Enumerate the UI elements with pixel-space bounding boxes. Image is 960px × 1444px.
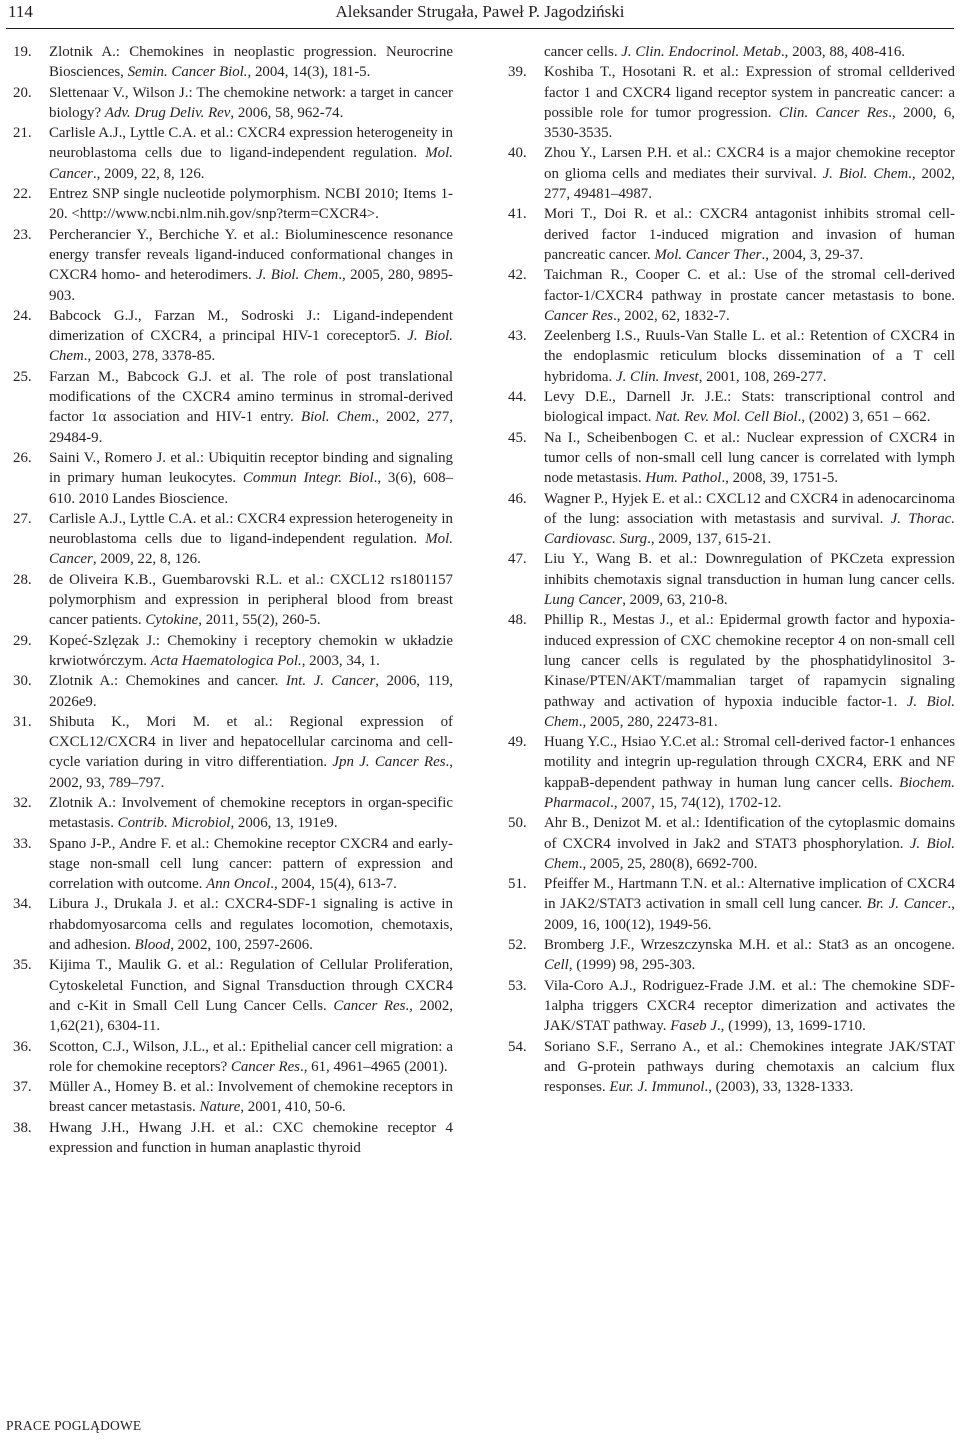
reference-journal: Cancer Res bbox=[333, 997, 406, 1014]
reference-journal: Mol. Cancer Ther bbox=[654, 246, 762, 263]
reference-text: Scotton, C.J., Wilson, J.L., et al.: Epithelial cancer cell migration: a role for chemokine receptors? bbox=[49, 1038, 453, 1075]
reference-entry bbox=[13, 671, 453, 712]
reference-text: Mori T., Doi R. et al.: CXCR4 antagonist inhibits stromal cell-derived factor 1-induced migration and invasion of human pancreatic cancer. bbox=[544, 206, 955, 263]
reference-journal: Biol. Chem bbox=[300, 409, 372, 426]
reference-text: Carlisle A.J., Lyttle C.A. et al.: CXCR4 expression heterogeneity in neuroblastoma cells due to ligand-independent regulation. bbox=[49, 510, 453, 548]
reference-journal: Nat. Rev. Mol. Cell Biol bbox=[655, 409, 798, 426]
reference-entry bbox=[508, 62, 955, 143]
reference-text: Bromberg J.F., Wrzeszczynska M.H. et al.: Stat3 as an oncogene. bbox=[544, 937, 955, 954]
reference-text: ., 2007, 15, 74(12), 1702-12. bbox=[610, 794, 782, 811]
reference-number: 36. bbox=[13, 1038, 32, 1055]
reference-entry bbox=[13, 631, 453, 672]
reference-text: Kopeć-Szlęzak J.: Chemokiny i receptory chemokin w układzie krwiotwórczym. bbox=[49, 632, 453, 669]
reference-text: ., 2002, 62, 1832-7. bbox=[613, 307, 730, 324]
reference-text: ., 2005, 280, 22473-81. bbox=[578, 713, 718, 730]
reference-number: 45. bbox=[508, 429, 527, 446]
reference-journal: J. Clin. Endocrinol. Metab bbox=[621, 44, 781, 60]
reference-journal: Commun Integr. Biol bbox=[242, 470, 374, 487]
reference-entry bbox=[13, 1077, 453, 1118]
reference-number: 20. bbox=[13, 84, 32, 101]
reference-number: 31. bbox=[13, 713, 32, 730]
reference-text: Taichman R., Cooper C. et al.: Use of the stromal cell-derived factor-1/CXCR4 pathway in prostate cancer metastasis to bone. bbox=[544, 267, 955, 304]
reference-journal: Contrib. Microbiol bbox=[117, 815, 231, 832]
reference-entry bbox=[13, 83, 453, 124]
reference-journal: J. Thorac. Cardiovasc. Surg bbox=[544, 510, 955, 548]
reference-text: ., 2004, 3, 29-37. bbox=[761, 246, 864, 263]
reference-text: Kijima T., Maulik G. et al.: Regulation of Cellular Proliferation, Cytoskeletal Function, and Signal Transduction through CXCR4 and c-Kit in Small Cell Lung Cancer Cells. bbox=[49, 957, 453, 1014]
reference-entry bbox=[508, 874, 955, 935]
reference-number: 46. bbox=[508, 490, 527, 507]
reference-text: Entrez SNP single nucleotide polymorphism. NCBI 2010; Items 1-20. <http://www.ncbi.nlm.nih.gov/snp?term=CXCR4>. bbox=[49, 186, 453, 223]
left-reference-column bbox=[13, 42, 453, 1158]
reference-text: , 2006, 58, 962-74. bbox=[230, 104, 344, 121]
reference-number: 50. bbox=[508, 815, 527, 832]
reference-entry bbox=[13, 1118, 453, 1159]
reference-text: , 2004, 14(3), 181-5. bbox=[247, 64, 371, 81]
reference-text: ., 2002, 1,62(21), 6304-11. bbox=[49, 997, 454, 1035]
reference-text: , 2003, 34, 1. bbox=[301, 652, 380, 669]
reference-text: ., 2004, 15(4), 613-7. bbox=[270, 876, 397, 893]
reference-entry bbox=[508, 204, 955, 265]
reference-number: 26. bbox=[13, 449, 32, 466]
reference-text: Slettenaar V., Wilson J.: The chemokine network: a target in cancer biology? bbox=[49, 84, 453, 121]
reference-entry bbox=[508, 549, 955, 610]
reference-number: 24. bbox=[13, 307, 32, 324]
reference-text: Soriano S.F., Serrano A., et al.: Chemokines integrate JAK/STAT and G-protein pathways during chemotaxis an calcium flux responses. bbox=[544, 1038, 955, 1096]
reference-entry bbox=[13, 42, 453, 83]
reference-number: 41. bbox=[508, 206, 527, 223]
reference-text: Hwang J.H., Hwang J.H. et al.: CXC chemokine receptor 4 expression and function in human anaplastic thyroid bbox=[49, 1119, 453, 1157]
reference-text: Phillip R., Mestas J., et al.: Epidermal growth factor and hypoxia-induced expression of CXC chemokine receptor 4 on non-small cell lung cancer cells is regulated by the phosphatidylinositol 3-Kinase/PTEN/AKT/mammalian target of rapamycin signaling pathway and activation of hypoxia inducible factor-1. bbox=[544, 612, 955, 710]
reference-number: 22. bbox=[13, 186, 32, 203]
reference-number: 42. bbox=[508, 267, 527, 284]
reference-text: ., 2008, 39, 1751-5. bbox=[721, 470, 839, 487]
reference-number: 43. bbox=[508, 328, 527, 345]
reference-text: , 2009, 22, 8, 126. bbox=[92, 551, 201, 568]
reference-journal: J. Biol. Chem bbox=[256, 267, 339, 284]
reference-entry bbox=[13, 509, 453, 570]
reference-text: ., 2009, 137, 615-21. bbox=[647, 531, 772, 548]
reference-text: Wagner P., Hyjek E. et al.: CXCL12 and CXCR4 in adenocarcinoma of the lung: association with metastasis and survival. bbox=[544, 490, 955, 527]
reference-text: ., (2002) 3, 651 – 662. bbox=[797, 409, 931, 426]
reference-text: Vila-Coro A.J., Rodriguez-Frade J.M. et al.: The chemokine SDF-1alpha triggers CXCR4 receptor dimerization and activates the JAK/STAT pathway. bbox=[544, 977, 955, 1035]
reference-number: 39. bbox=[508, 64, 527, 81]
reference-text: , 2002, 100, 2597-2606. bbox=[170, 937, 313, 954]
reference-text: ., 2000, 6, 3530-3535. bbox=[544, 104, 956, 142]
reference-text: Saini V., Romero J. et al.: Ubiquitin receptor binding and signaling in primary human leukocytes. bbox=[49, 449, 453, 487]
reference-text: Zeelenberg I.S., Ruuls-Van Stalle L. et al.: Retention of CXCR4 in the endoplasmic reticulum blocks dissemination of a T cell hybridoma. bbox=[544, 328, 955, 385]
reference-entry bbox=[508, 42, 955, 62]
reference-text: Babcock G.J., Farzan M., Sodroski J.: Ligand-independent dimerization of CXCR4, a principal HIV-1 coreceptor5. bbox=[49, 307, 453, 345]
reference-journal: Hum. Pathol bbox=[645, 470, 722, 487]
reference-text: Huang Y.C., Hsiao Y.C.et al.: Stromal cell-derived factor-1 enhances motility and integrin up-regulation through CXCR4, ERK and NF kappaB-dependent pathway in human lung cancer cells. bbox=[544, 734, 955, 791]
reference-journal: Mol. Cancer bbox=[49, 531, 453, 568]
reference-text: Pfeiffer M., Hartmann T.N. et al.: Alternative implication of CXCR4 in JAK2/STAT3 activation in small cell lung cancer. bbox=[544, 876, 955, 913]
reference-journal: Blood bbox=[134, 937, 171, 954]
reference-text: Carlisle A.J., Lyttle C.A. et al.: CXCR4 expression heterogeneity in neuroblastoma cells due to ligand-independent regulation. bbox=[49, 125, 453, 162]
reference-journal: Semin. Cancer Biol. bbox=[127, 64, 248, 81]
reference-entry bbox=[13, 448, 453, 509]
reference-text: Koshiba T., Hosotani R. et al.: Expression of stromal cellderived factor 1 and CXCR4 ligand receptor system in pancreatic cancer: a possible role for tumor progression. bbox=[544, 64, 955, 121]
reference-text: Zhou Y., Larsen P.H. et al.: CXCR4 is a major chemokine receptor on glioma cells and mediates their survival. bbox=[544, 145, 955, 182]
reference-number: 23. bbox=[13, 226, 32, 243]
reference-text: ., 2005, 25, 280(8), 6692-700. bbox=[578, 855, 758, 872]
reference-journal: Acta Haematologica Pol. bbox=[150, 652, 302, 669]
running-head-authors: Aleksander Strugała, Paweł P. Jagodziński bbox=[335, 2, 625, 21]
reference-text: Shibuta K., Mori M. et al.: Regional expression of CXCL12/CXCR4 in liver and hepatocellular carcinoma and cell-cycle variation during in vitro differentiation. bbox=[49, 713, 453, 771]
reference-entry bbox=[13, 1037, 453, 1078]
reference-journal: J. Biol. Chem bbox=[822, 165, 909, 182]
page-number: 114 bbox=[8, 2, 33, 21]
reference-number: 21. bbox=[13, 125, 32, 142]
right-reference-column bbox=[508, 42, 955, 1097]
reference-number: 38. bbox=[13, 1119, 32, 1136]
reference-text: ., 2009, 16, 100(12), 1949-56. bbox=[544, 896, 955, 933]
reference-entry bbox=[13, 184, 453, 225]
reference-number: 32. bbox=[13, 794, 32, 811]
reference-entry bbox=[508, 1037, 955, 1098]
reference-number: 51. bbox=[508, 876, 527, 893]
reference-text: Ahr B., Denizot M. et al.: Identification of the cytoplasmic domains of CXCR4 involved in Jak2 and STAT3 phosphorylation. bbox=[544, 815, 955, 852]
reference-entry bbox=[508, 976, 955, 1037]
reference-text: ., (1999), 13, 1699-1710. bbox=[716, 1018, 866, 1035]
reference-number: 53. bbox=[508, 977, 527, 994]
reference-journal: Int. J. Cancer bbox=[285, 673, 376, 690]
reference-text: , 2006, 13, 191e9. bbox=[230, 815, 338, 832]
reference-number: 25. bbox=[13, 368, 32, 385]
reference-text: , 2001, 410, 50-6. bbox=[240, 1099, 346, 1116]
reference-entry bbox=[508, 326, 955, 387]
reference-entry bbox=[13, 123, 453, 184]
reference-text: Müller A., Homey B. et al.: Involvement of chemokine receptors in breast cancer metastasis. bbox=[49, 1079, 453, 1116]
reference-text: ., 61, 4961–4965 (2001). bbox=[299, 1058, 448, 1075]
reference-text: Percherancier Y., Berchiche Y. et al.: Bioluminescence resonance energy transfer reveals ligand-induced conformational changes in CXCR4 homo- and heterodimers. bbox=[49, 226, 453, 284]
reference-text: Liu Y., Wang B. et al.: Downregulation of PKCzeta expression inhibits chemotaxis signal transduction in human lung cancer cells. bbox=[544, 551, 955, 588]
reference-entry bbox=[13, 793, 453, 834]
reference-journal: J. Biol. Chem bbox=[49, 328, 454, 365]
reference-journal: Clin. Cancer Res bbox=[778, 104, 889, 121]
reference-number: 49. bbox=[508, 734, 527, 751]
reference-entry bbox=[508, 428, 955, 489]
reference-entry bbox=[508, 265, 955, 326]
reference-text: ., 3(6), 608–610. 2010 Landes Bioscience. bbox=[49, 470, 453, 507]
reference-journal: Nature bbox=[199, 1099, 241, 1116]
reference-entry bbox=[13, 894, 453, 955]
reference-entry bbox=[13, 570, 453, 631]
reference-text: Na I., Scheibenbogen C. et al.: Nuclear expression of CXCR4 in tumor cells of non-small cell lung cancer is correlated with lymph node metastasis. bbox=[544, 429, 955, 487]
reference-entry bbox=[13, 955, 453, 1036]
reference-entry bbox=[508, 935, 955, 976]
header-rule bbox=[6, 28, 954, 29]
reference-text: , 2011, 55(2), 260-5. bbox=[198, 612, 321, 629]
reference-entry bbox=[508, 143, 955, 204]
reference-text: , 2001, 108, 269-277. bbox=[698, 368, 827, 385]
reference-number: 52. bbox=[508, 937, 527, 954]
reference-text: Zlotnik A.: Chemokines in neoplastic progression. Neurocrine Biosciences, bbox=[49, 44, 453, 81]
reference-text: Levy D.E., Darnell Jr. J.E.: Stats: transcriptional control and biological impact. bbox=[544, 389, 955, 426]
reference-text: ., 2005, 280, 9895-903. bbox=[49, 267, 453, 304]
reference-text: Zlotnik A.: Chemokines and cancer. bbox=[49, 673, 286, 690]
reference-journal: Cell bbox=[544, 957, 569, 974]
reference-text: ., 2003, 278, 3378-85. bbox=[83, 348, 216, 365]
reference-number: 44. bbox=[508, 389, 527, 406]
reference-journal: J. Biol. Chem bbox=[544, 693, 955, 730]
reference-text: de Oliveira K.B., Guembarovski R.L. et al.: CXCL12 rs1801157 polymorphism and expression in peripheral blood from breast cancer patients. bbox=[49, 571, 453, 629]
reference-journal: Eur. J. Immunol bbox=[609, 1079, 705, 1096]
footer-section-label: PRACE POGLĄDOWE bbox=[6, 1418, 142, 1433]
reference-number: 30. bbox=[13, 673, 32, 690]
reference-journal: Ann Oncol bbox=[206, 876, 271, 893]
reference-text: Libura J., Drukala J. et al.: CXCR4-SDF-1 signaling is active in rhabdomyosarcoma cells and regulates locomotion, chemotaxis, and adhesion. bbox=[49, 896, 453, 954]
reference-journal: Jpn J. Cancer Res bbox=[332, 754, 446, 771]
reference-journal: Lung Cancer bbox=[544, 592, 623, 609]
reference-journal: Br. J. Cancer bbox=[866, 896, 948, 913]
reference-text: ., (2003), 33, 1328-1333. bbox=[704, 1079, 854, 1096]
reference-entry bbox=[508, 489, 955, 550]
reference-number: 28. bbox=[13, 571, 32, 588]
reference-number: 47. bbox=[508, 551, 527, 568]
reference-number: 37. bbox=[13, 1079, 32, 1096]
reference-text: ., 2002, 277, 49481–4987. bbox=[544, 165, 955, 203]
reference-journal: J. Biol. Chem bbox=[544, 835, 956, 872]
reference-entry bbox=[508, 610, 955, 732]
reference-text: , (1999) 98, 295-303. bbox=[568, 957, 696, 974]
reference-number: 27. bbox=[13, 510, 32, 527]
reference-text: Spano J-P., Andre F. et al.: Chemokine receptor CXCR4 and early-stage non-small cell lung cancer: pattern of expression and correlation with outcome. bbox=[49, 835, 453, 893]
reference-journal: J. Clin. Invest bbox=[615, 368, 699, 385]
reference-entry bbox=[13, 712, 453, 793]
reference-text: Farzan M., Babcock G.J. et al. The role of post translational modifications of the CXCR4 amino terminus in stromal-derived factor 1α association and HIV-1 entry. bbox=[49, 368, 453, 426]
reference-journal: Biochem. Pharmacol bbox=[544, 774, 955, 811]
reference-journal: Mol. Cancer bbox=[49, 145, 453, 182]
reference-number: 33. bbox=[13, 835, 32, 852]
reference-number: 35. bbox=[13, 957, 32, 974]
reference-journal: Adv. Drug Deliv. Rev bbox=[104, 104, 231, 121]
reference-text: , 2006, 119, 2026e9. bbox=[49, 673, 453, 710]
reference-number: 40. bbox=[508, 145, 527, 162]
reference-entry bbox=[13, 367, 453, 448]
reference-journal: Cancer Res bbox=[230, 1058, 300, 1075]
reference-entry bbox=[13, 225, 453, 306]
reference-entry bbox=[508, 813, 955, 874]
reference-journal: Cytokine bbox=[145, 612, 199, 629]
reference-text: cancer cells. bbox=[544, 44, 622, 60]
reference-text: Zlotnik A.: Involvement of chemokine receptors in organ-specific metastasis. bbox=[49, 794, 453, 832]
reference-number: 48. bbox=[508, 612, 527, 629]
reference-text: , 2009, 63, 210-8. bbox=[622, 592, 728, 609]
reference-text: ., 2002, 277, 29484-9. bbox=[49, 409, 453, 446]
running-header bbox=[0, 0, 960, 30]
reference-number: 54. bbox=[508, 1038, 527, 1055]
reference-text: ., 2002, 93, 789–797. bbox=[49, 754, 453, 791]
reference-number: 29. bbox=[13, 632, 32, 649]
reference-text: ., 2003, 88, 408-416. bbox=[780, 44, 906, 60]
reference-entry bbox=[13, 306, 453, 367]
reference-text: ., 2009, 22, 8, 126. bbox=[92, 165, 205, 182]
reference-number: 19. bbox=[13, 44, 32, 60]
reference-number: 34. bbox=[13, 896, 32, 913]
reference-entry bbox=[13, 834, 453, 895]
reference-entry bbox=[508, 387, 955, 428]
reference-entry bbox=[508, 732, 955, 813]
reference-journal: Cancer Res bbox=[544, 307, 614, 324]
reference-journal: Faseb J bbox=[670, 1018, 717, 1035]
